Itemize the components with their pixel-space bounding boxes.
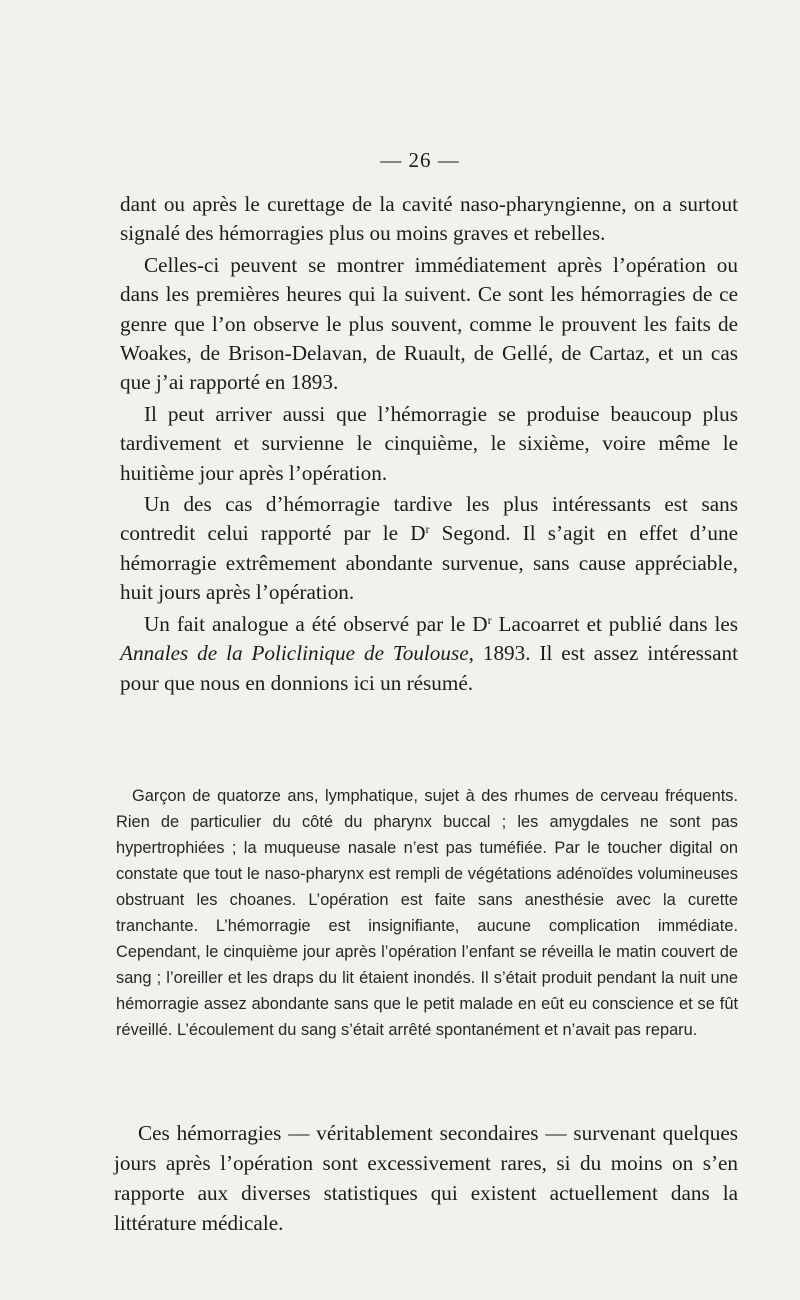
lacoarret-text-after: , 1893. Il est assez intéressant pour que nous en donnions ici un résumé.: [120, 641, 738, 695]
paragraph-immediate-hemorrhages: Celles-ci peuvent se montrer immédiatement après l’opération ou dans les premières heures qui la suivent. Ce sont les hémorragies de ce genre que l’on observe le plus souvent, comme le prouvent les faits de Woakes, de Brison-Delavan, de Ruault, de Gellé, de Cartaz, et un cas que j’ai rapporté en 1893.: [120, 252, 738, 395]
closing-text: [114, 1118, 738, 1238]
doctor-abbrev-sup: r: [425, 522, 430, 537]
paragraph-continuation: dant ou après le curettage de la cavité naso-pharyngienne, on a surtout signalé des hémorragies plus ou moins graves et rebelles.: [120, 192, 738, 246]
page-number: — 26 —: [380, 148, 460, 172]
case-summary-text: Garçon de quatorze ans, lymphatique, sujet à des rhumes de cerveau fréquents. Rien de particulier du côté du pharynx buccal ; les amygdales ne sont pas hypertrophiées ; la muqueuse nasale n’est pas tuméfiée. Par le toucher digital on constate que tout le naso-pharynx est rempli de végétations adénoïdes volumineuses obstruant les choanes. L’opération est faite sans anesthésie avec la curette tranchante. L’hémorragie est insignifiante, aucune complication immédiate. Cependant, le cinquième jour après l’opération l’enfant se réveilla le matin couvert de sang ; l’oreiller et les draps du lit étaient inondés. Il s’était produit pendant la nuit une hémorragie assez abondante sans que le petit malade en eût eu conscience et se fût réveillé. L’écoulement du sang s’était arrêté spontanément et n’avait pas reparu.: [116, 787, 738, 1039]
paragraph-late-hemorrhages: Il peut arriver aussi que l’hémorragie se produise beaucoup plus tardivement et survienne le cinquième, le sixième, voire même le huitième jour après l’opération.: [120, 401, 738, 485]
paragraph-segond-case: [120, 490, 738, 608]
segond-text-before: Un des cas d’hémorragie tardive les plus intéressants est sans contredit celui rapporté par le D: [120, 492, 738, 546]
doctor-abbrev-sup: r: [487, 612, 492, 627]
lacoarret-text-middle: Lacoarret et publié dans les: [491, 611, 738, 636]
main-text: [120, 190, 738, 698]
closing-paragraph: Ces hémorragies — véritablement secondaires — survenant quelques jours après l’opération sont excessivement rares, si du moins on s’en rapporte aux diverses statistiques qui existent actuellement dans la littérature médicale.: [114, 1121, 738, 1235]
case-summary: [116, 783, 738, 1043]
paragraph-lacoarret-case: [120, 610, 738, 698]
segond-text-after: Segond. Il s’agit en effet d’une hémorragie extrêmement abondante survenue, sans cause appréciable, huit jours après l’opération.: [120, 521, 738, 605]
journal-title: Annales de la Policlinique de Toulouse: [120, 641, 469, 666]
lacoarret-text-before: Un fait analogue a été observé par le D: [144, 611, 488, 636]
